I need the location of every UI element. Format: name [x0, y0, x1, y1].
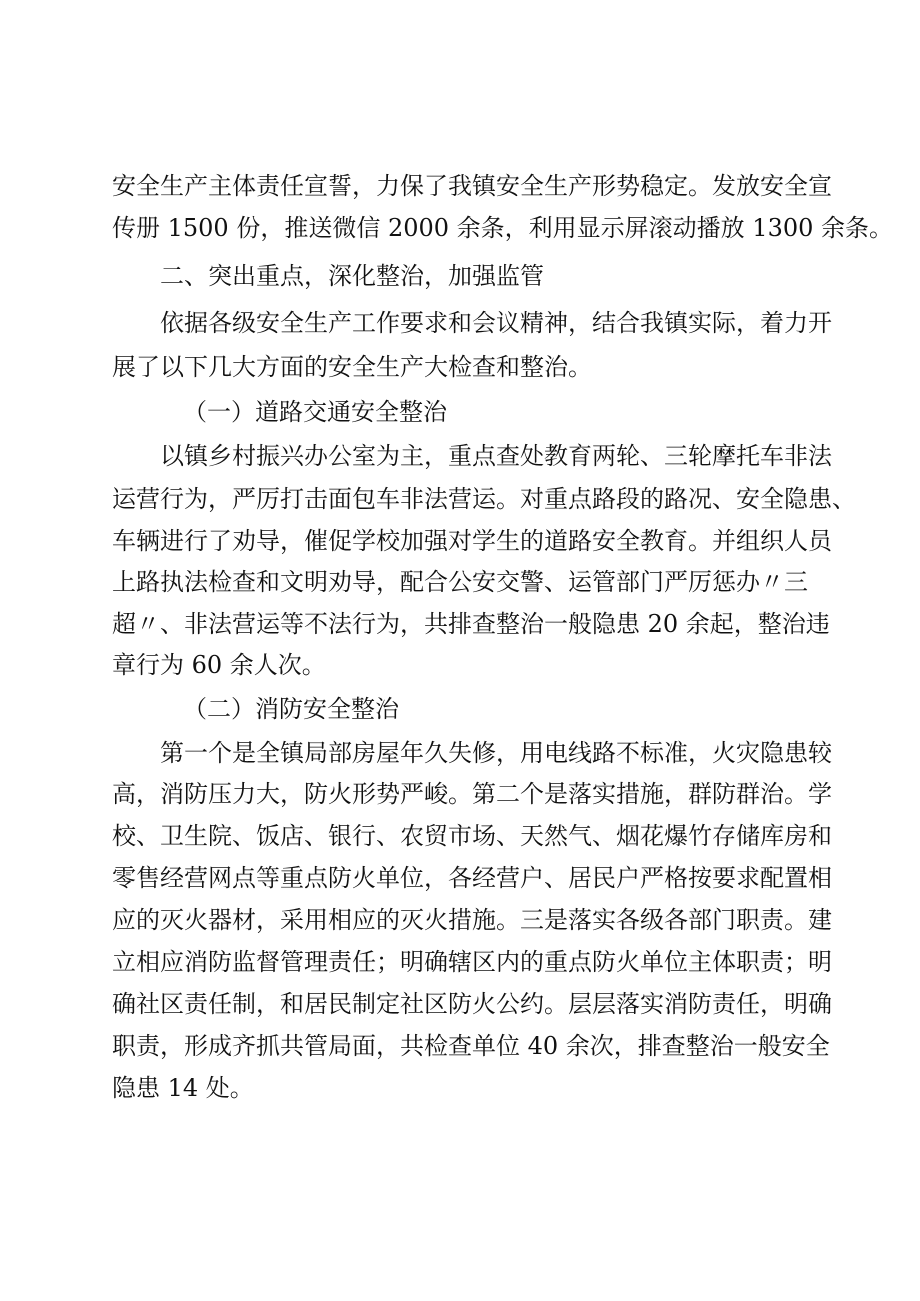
- paragraph-line: 隐患 14 处。: [112, 1074, 254, 1102]
- subsection-heading: （二）消防安全整治: [183, 695, 399, 723]
- paragraph-line: 以镇乡村振兴办公室为主，重点查处教育两轮、三轮摩托车非法: [160, 442, 832, 470]
- paragraph-line: 传册 1500 份，推送微信 2000 余条，利用显示屏滚动播放 1300 余条。: [112, 214, 894, 242]
- paragraph-line: 超〃、非法营运等不法行为，共排查整治一般隐患 20 余起，整治违: [112, 610, 830, 638]
- paragraph-line: 展了以下几大方面的安全生产大检查和整治。: [112, 353, 592, 381]
- paragraph-line: 安全生产主体责任宣誓，力保了我镇安全生产形势稳定。发放安全宣: [112, 172, 832, 200]
- paragraph-line: 章行为 60 余人次。: [112, 651, 326, 679]
- section-heading: 二、突出重点，深化整治，加强监管: [160, 262, 544, 290]
- paragraph-line: 高，消防压力大，防火形势严峻。第二个是落实措施，群防群治。学: [112, 780, 832, 808]
- paragraph-line: 职责，形成齐抓共管局面，共检查单位 40 余次，排查整治一般安全: [112, 1032, 830, 1060]
- paragraph-line: 车辆进行了劝导，催促学校加强对学生的道路安全教育。并组织人员: [112, 527, 832, 555]
- paragraph-line: 应的灭火器材，采用相应的灭火措施。三是落实各级各部门职责。建: [112, 906, 832, 934]
- paragraph-line: 依据各级安全生产工作要求和会议精神，结合我镇实际，着力开: [160, 309, 832, 337]
- paragraph-line: 校、卫生院、饭店、银行、农贸市场、天然气、烟花爆竹存储库房和: [112, 822, 832, 850]
- paragraph-line: 确社区责任制，和居民制定社区防火公约。层层落实消防责任，明确: [112, 990, 832, 1018]
- paragraph-line: 零售经营网点等重点防火单位，各经营户、居民户严格按要求配置相: [112, 864, 832, 892]
- subsection-heading: （一）道路交通安全整治: [183, 398, 447, 426]
- paragraph-line: 上路执法检查和文明劝导，配合公安交警、运管部门严厉惩办〃三: [112, 568, 808, 596]
- paragraph-line: 运营行为，严厉打击面包车非法营运。对重点路段的路况、安全隐患、: [112, 485, 856, 513]
- paragraph-line: 第一个是全镇局部房屋年久失修，用电线路不标准，火灾隐患较: [160, 739, 832, 767]
- paragraph-line: 立相应消防监督管理责任；明确辖区内的重点防火单位主体职责；明: [112, 948, 832, 976]
